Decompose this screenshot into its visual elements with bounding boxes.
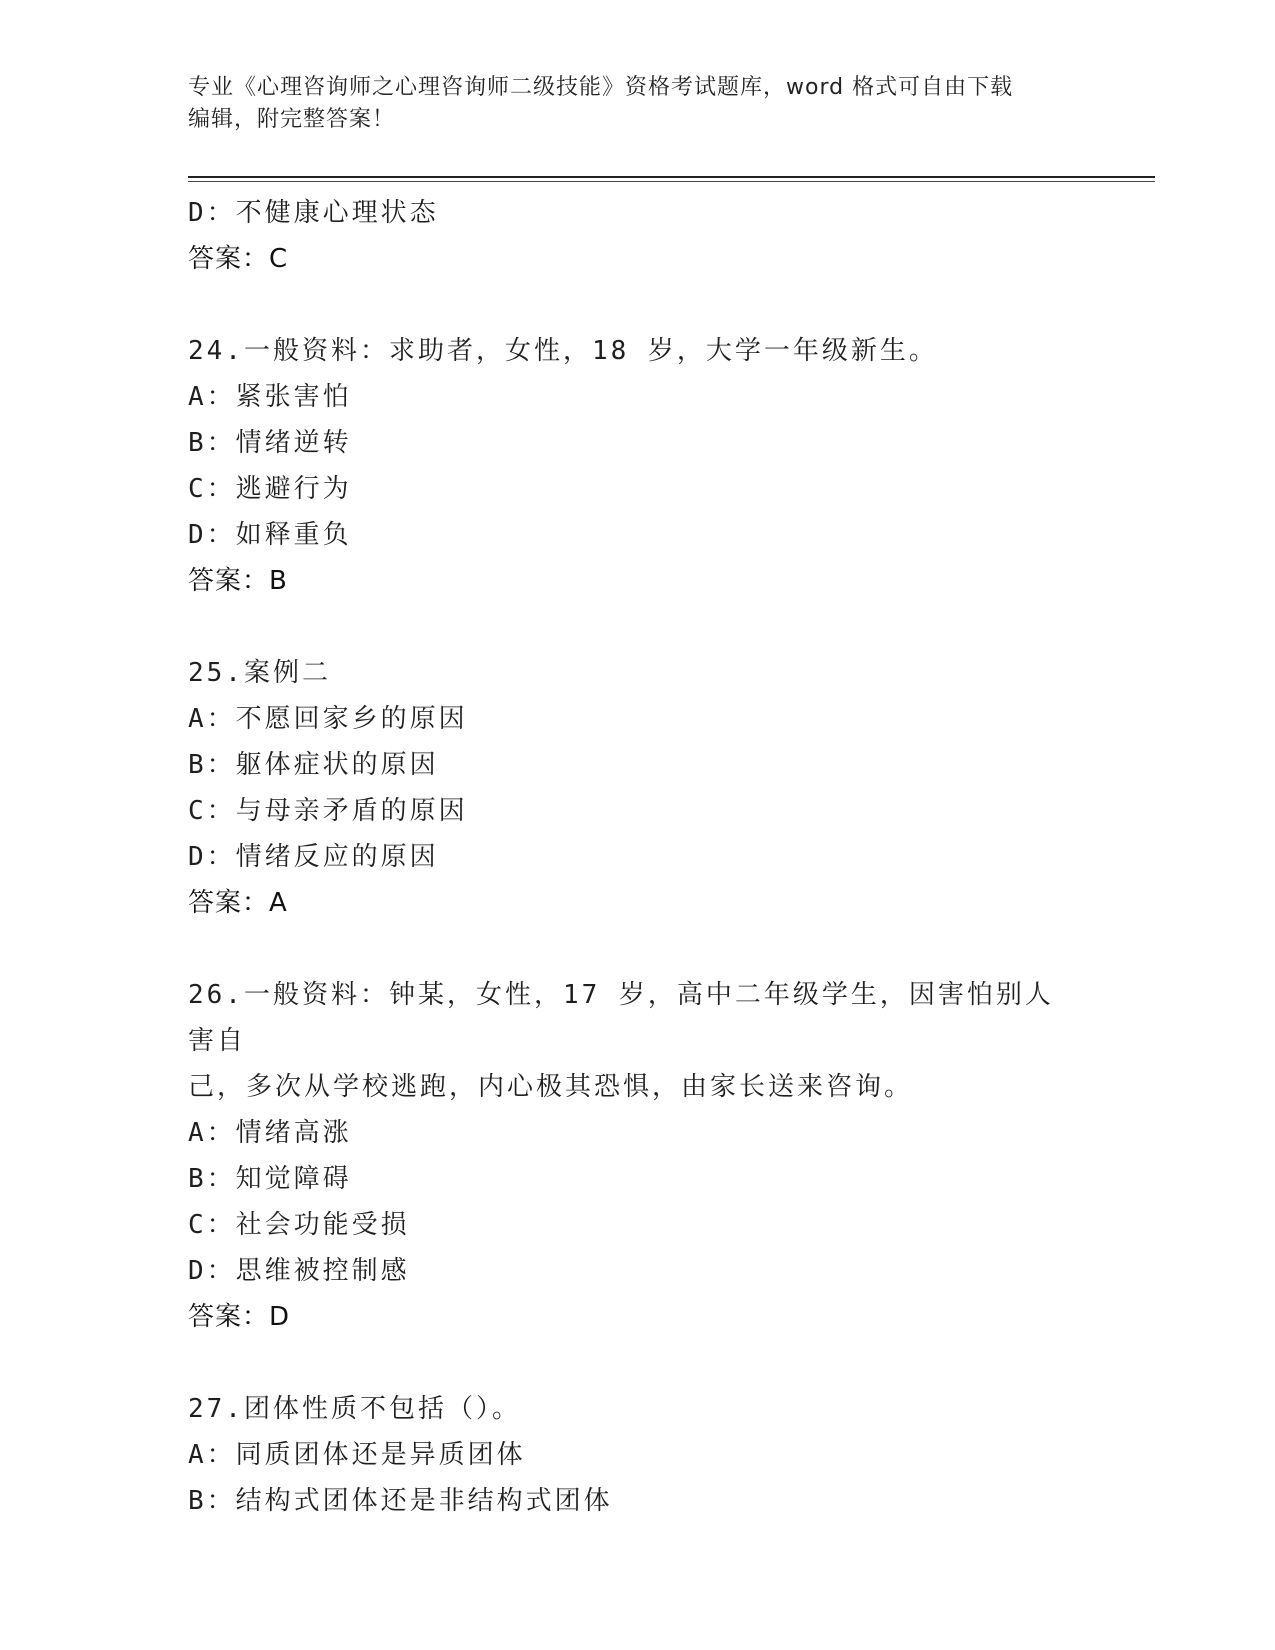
option-b: B：情绪逆转 <box>188 428 352 458</box>
option-d: D：思维被控制感 <box>188 1256 410 1286</box>
answer-line: 答案：D <box>188 1302 291 1332</box>
option-d: D：如释重负 <box>188 520 352 550</box>
question-26 <box>188 972 1088 1340</box>
document-header <box>188 72 1088 136</box>
question-25 <box>188 650 1088 926</box>
header-line-1: 专业《心理咨询师之心理咨询师二级技能》资格考试题库，word 格式可自由下载 <box>188 75 1014 100</box>
header-line-2: 编辑，附完整答案！ <box>188 107 396 132</box>
question-27 <box>188 1386 1088 1524</box>
option-b: B：躯体症状的原因 <box>188 750 439 780</box>
option-c: C：逃避行为 <box>188 474 352 504</box>
spacer <box>188 282 1088 328</box>
answer-line: 答案：A <box>188 888 288 918</box>
option-c: C：与母亲矛盾的原因 <box>188 796 468 826</box>
header-rule-thin <box>188 181 1155 182</box>
header-rule-thick <box>188 176 1155 178</box>
option-a: A：不愿回家乡的原因 <box>188 704 468 734</box>
option-a: A：紧张害怕 <box>188 382 352 412</box>
option-d: D：不健康心理状态 <box>188 198 439 228</box>
answer-line: 答案：B <box>188 566 288 596</box>
spacer <box>188 926 1088 972</box>
question-24 <box>188 328 1088 604</box>
spacer <box>188 1340 1088 1386</box>
question-text-line-1: 26.一般资料：钟某，女性，17 岁，高中二年级学生，因害怕别人害自 <box>188 980 1054 1056</box>
document-body <box>188 190 1088 1524</box>
option-a: A：同质团体还是异质团体 <box>188 1440 526 1470</box>
question-text: 27.团体性质不包括（）。 <box>188 1394 521 1424</box>
option-b: B：结构式团体还是非结构式团体 <box>188 1486 613 1516</box>
question-text: 24.一般资料：求助者，女性，18 岁，大学一年级新生。 <box>188 336 938 366</box>
spacer <box>188 604 1088 650</box>
option-a: A：情绪高涨 <box>188 1118 352 1148</box>
question-text-line-2: 己，多次从学校逃跑，内心极其恐惧，由家长送来咨询。 <box>188 1072 914 1102</box>
option-b: B：知觉障碍 <box>188 1164 352 1194</box>
question-text: 25.案例二 <box>188 658 331 688</box>
option-c: C：社会功能受损 <box>188 1210 410 1240</box>
answer-line: 答案：C <box>188 244 289 274</box>
option-d: D：情绪反应的原因 <box>188 842 439 872</box>
